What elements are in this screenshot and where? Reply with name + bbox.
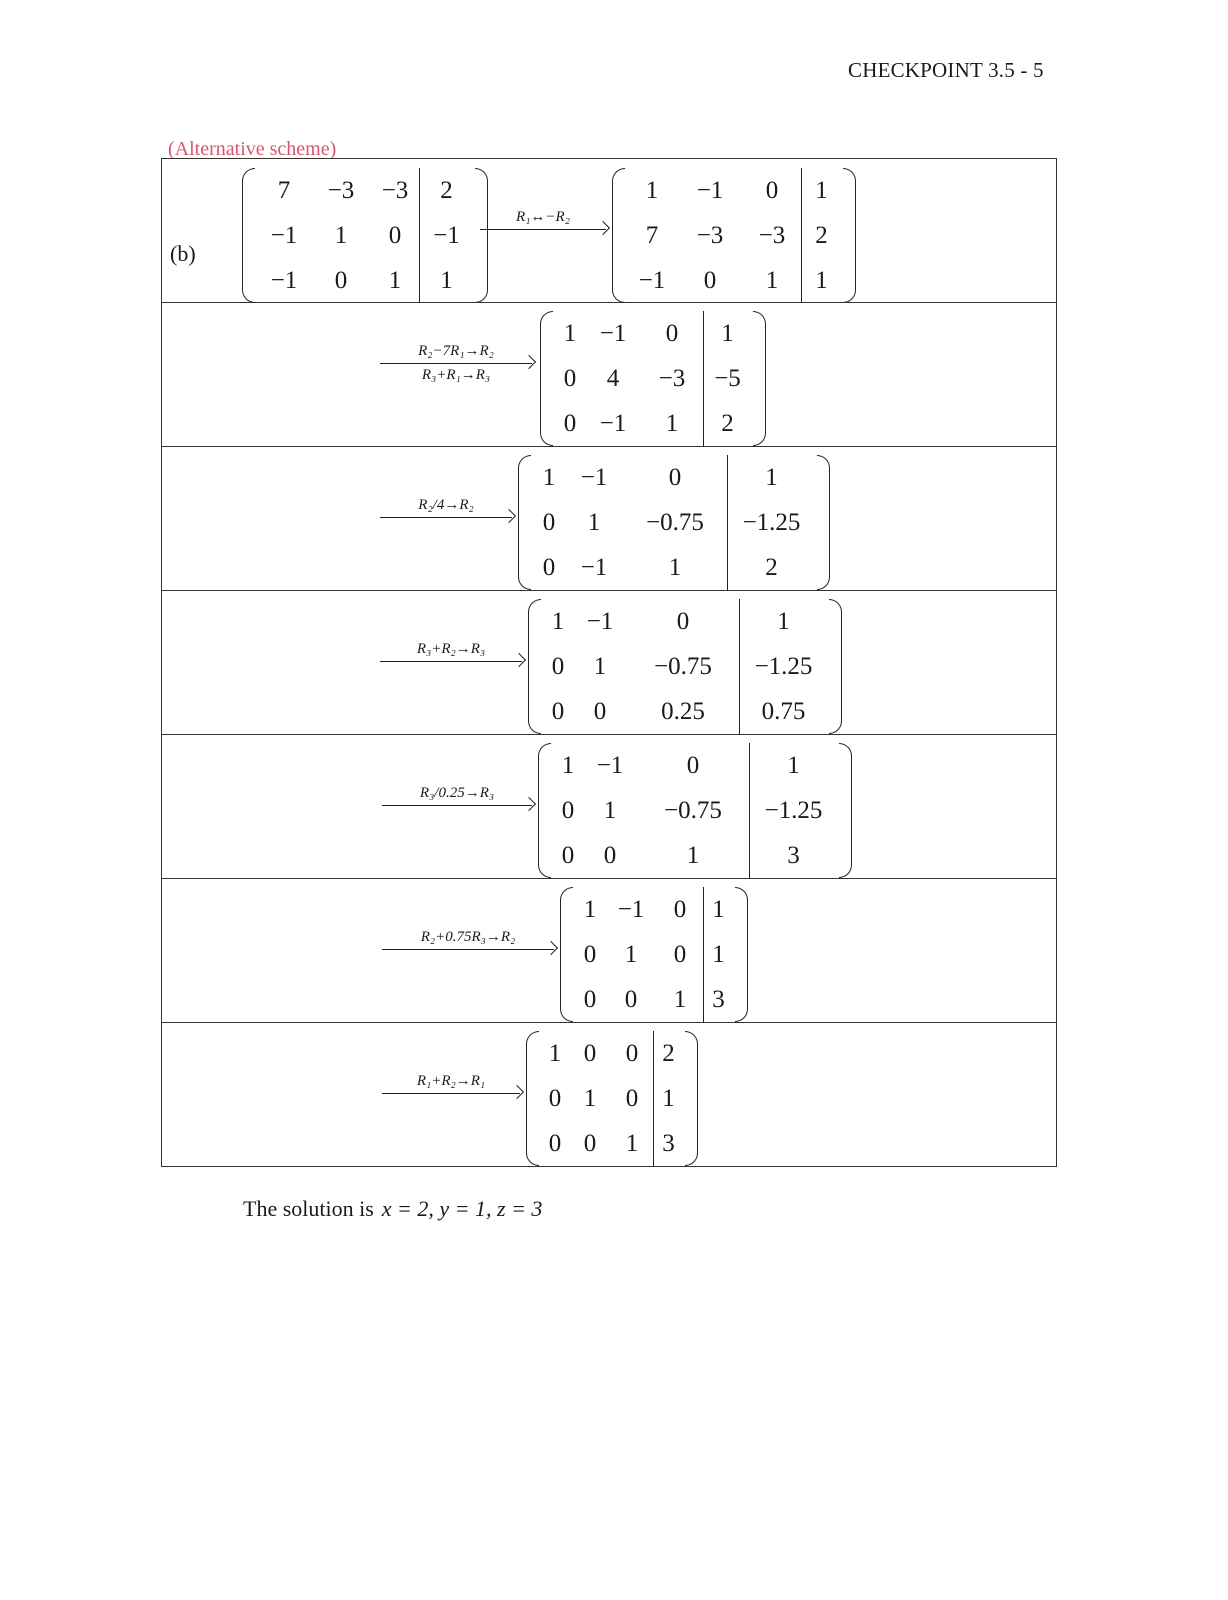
step-row-4 (162, 591, 1056, 734)
matrix-cell: 0 (563, 409, 577, 437)
row-operation: R₁+R₂→R₁ (416, 1073, 486, 1089)
matrix-cell: −1 (419, 213, 473, 258)
part-label: (b) (170, 241, 196, 266)
matrix-cell: 0.25 (661, 697, 705, 725)
table-row (162, 735, 1057, 879)
matrix-cell: 1 (587, 508, 601, 536)
matrix-cell: 0 (676, 607, 690, 635)
matrix-cell: −3 (327, 176, 355, 204)
table-row (162, 159, 1057, 303)
matrix-cell: 0 (583, 985, 597, 1013)
matrix-cell: 0.75 (739, 689, 827, 734)
matrix-cell: −1 (270, 221, 298, 249)
table-row (162, 1023, 1057, 1167)
matrix-cell: 0 (583, 940, 597, 968)
matrix-cell: −3 (658, 364, 686, 392)
matrix-cell: 7 (645, 221, 659, 249)
solution-statement (243, 1196, 542, 1222)
matrix-cell: 0 (603, 841, 617, 869)
row-operation: R₂+0.75R₃→R₂ (420, 929, 516, 945)
matrix-cell: 0 (703, 266, 717, 294)
arrow-right-icon (380, 661, 522, 662)
matrix-cell: −1 (270, 266, 298, 294)
matrix-cell: 1 (551, 607, 565, 635)
matrix-cell: 0 (548, 1129, 562, 1157)
matrix-cell: −1 (617, 895, 645, 923)
page-header: CHECKPOINT 3.5 - 5 (848, 58, 1044, 82)
step-row-1 (162, 159, 1056, 302)
matrix-cell: 2 (801, 213, 841, 258)
matrix-cell: −1 (638, 266, 666, 294)
row-operation: R₃+R₂→R₃ (416, 641, 486, 657)
matrix-cell: −0.75 (646, 508, 704, 536)
matrix-cell: 1 (801, 258, 841, 303)
matrix-cell: 2 (727, 545, 815, 590)
matrix-cell: −1 (599, 319, 627, 347)
matrix-cell: 1 (334, 221, 348, 249)
step-row-6 (162, 879, 1056, 1022)
matrix-cell: 0 (765, 176, 779, 204)
matrix-cell: 1 (653, 1076, 683, 1121)
matrix-cell: 0 (334, 266, 348, 294)
matrix-step-6 (560, 887, 748, 1022)
table-row (162, 591, 1057, 735)
row-operation: R₂−7R₁→R₂ (418, 343, 494, 359)
matrix-cell: 7 (277, 176, 291, 204)
matrix-cell: −1 (696, 176, 724, 204)
matrix-cell: 0 (548, 1084, 562, 1112)
solution-prefix: The solution is (243, 1196, 374, 1221)
matrix-cell: −5 (703, 356, 751, 401)
matrix-cell: 1 (765, 266, 779, 294)
step-row-5 (162, 735, 1056, 878)
step-row-2 (162, 303, 1056, 446)
matrix-cell: −3 (696, 221, 724, 249)
matrix-cell: −0.75 (654, 652, 712, 680)
table-row (162, 447, 1057, 591)
matrix-cell: 1 (749, 743, 837, 788)
arrow-right-icon (480, 229, 606, 230)
matrix-cell: 0 (542, 508, 556, 536)
operation-arrow (382, 785, 532, 806)
step-row-3 (162, 447, 1056, 590)
matrix-step-3 (518, 455, 830, 590)
matrix-cell: 1 (625, 1129, 639, 1157)
row-reduction-table (161, 158, 1057, 1167)
matrix-cell: 1 (739, 599, 827, 644)
matrix-cell: 0 (668, 463, 682, 491)
matrix-cell: −3 (758, 221, 786, 249)
arrow-right-icon (382, 805, 532, 806)
matrix-cell: 0 (561, 796, 575, 824)
matrix-cell: 0 (625, 1084, 639, 1112)
matrix-cell: −0.75 (664, 796, 722, 824)
matrix-cell: 1 (583, 895, 597, 923)
table-row (162, 303, 1057, 447)
matrix-cell: 1 (801, 168, 841, 213)
matrix-cell: 1 (668, 553, 682, 581)
matrix-cell: 1 (686, 841, 700, 869)
matrix-cell: 0 (625, 1039, 639, 1067)
row-operation: R₂/4→R₂ (418, 497, 474, 513)
matrix-cell: 1 (665, 409, 679, 437)
matrix-step-4 (528, 599, 842, 734)
step-row-7 (162, 1023, 1056, 1166)
matrix-cell: 1 (703, 932, 733, 977)
matrix-cell: −1 (586, 607, 614, 635)
matrix-cell: 0 (624, 985, 638, 1013)
matrix-cell: 0 (542, 553, 556, 581)
matrix-cell: 3 (653, 1121, 683, 1166)
arrow-right-icon (382, 949, 554, 950)
solution-values: x = 2, y = 1, z = 3 (381, 1196, 543, 1221)
row-operation: R₃/0.25→R₃ (419, 785, 495, 801)
row-operation: R₃+R₁→R₃ (421, 367, 491, 383)
matrix-cell: 0 (665, 319, 679, 347)
matrix-cell: 0 (673, 895, 687, 923)
matrix-cell: 1 (548, 1039, 562, 1067)
operation-arrow (480, 209, 606, 230)
matrix-cell: 0 (583, 1129, 597, 1157)
matrix-cell: 1 (388, 266, 402, 294)
matrix-cell: 1 (727, 455, 815, 500)
matrix-cell: −1 (580, 463, 608, 491)
matrix-cell: 1 (583, 1084, 597, 1112)
matrix-step-0 (242, 168, 488, 303)
matrix-cell: 0 (583, 1039, 597, 1067)
matrix-cell: 3 (703, 977, 733, 1022)
alternative-scheme-label: (Alternative scheme) (168, 138, 337, 160)
matrix-cell: 1 (703, 887, 733, 932)
matrix-cell: 0 (388, 221, 402, 249)
matrix-cell: 2 (653, 1031, 683, 1076)
arrow-right-icon (380, 363, 532, 364)
matrix-cell: 1 (645, 176, 659, 204)
matrix-step-7 (526, 1031, 698, 1166)
matrix-cell: 1 (561, 751, 575, 779)
table-row (162, 879, 1057, 1023)
operation-arrow (380, 641, 522, 662)
operation-arrow (380, 497, 512, 518)
matrix-cell: 0 (593, 697, 607, 725)
matrix-cell: −1 (599, 409, 627, 437)
matrix-cell: 0 (563, 364, 577, 392)
matrix-cell: 1 (542, 463, 556, 491)
operation-arrow (380, 343, 532, 384)
matrix-cell: 1 (673, 985, 687, 1013)
matrix-cell: 1 (419, 258, 473, 303)
matrix-cell: 1 (603, 796, 617, 824)
matrix-step-1 (612, 168, 856, 303)
matrix-cell: −1 (580, 553, 608, 581)
matrix-cell: 0 (551, 697, 565, 725)
matrix-cell: 2 (419, 168, 473, 213)
operation-arrow (382, 929, 554, 950)
matrix-cell: −1.25 (727, 500, 815, 545)
matrix-cell: 0 (673, 940, 687, 968)
matrix-cell: 4 (606, 364, 620, 392)
matrix-cell: 1 (624, 940, 638, 968)
matrix-cell: 1 (563, 319, 577, 347)
matrix-cell: 1 (703, 311, 751, 356)
matrix-cell: −1 (596, 751, 624, 779)
matrix-cell: 0 (551, 652, 565, 680)
matrix-cell: 1 (593, 652, 607, 680)
matrix-step-5 (538, 743, 852, 878)
matrix-cell: −1.25 (749, 788, 837, 833)
arrow-right-icon (380, 517, 512, 518)
row-operation: R₁↔−R₂ (516, 209, 570, 225)
matrix-cell: 0 (561, 841, 575, 869)
matrix-cell: −3 (381, 176, 409, 204)
matrix-cell: −1.25 (739, 644, 827, 689)
arrow-right-icon (382, 1093, 520, 1094)
matrix-cell: 3 (749, 833, 837, 878)
operation-arrow (382, 1073, 520, 1094)
matrix-cell: 2 (703, 401, 751, 446)
matrix-step-2 (540, 311, 766, 446)
matrix-cell: 0 (686, 751, 700, 779)
